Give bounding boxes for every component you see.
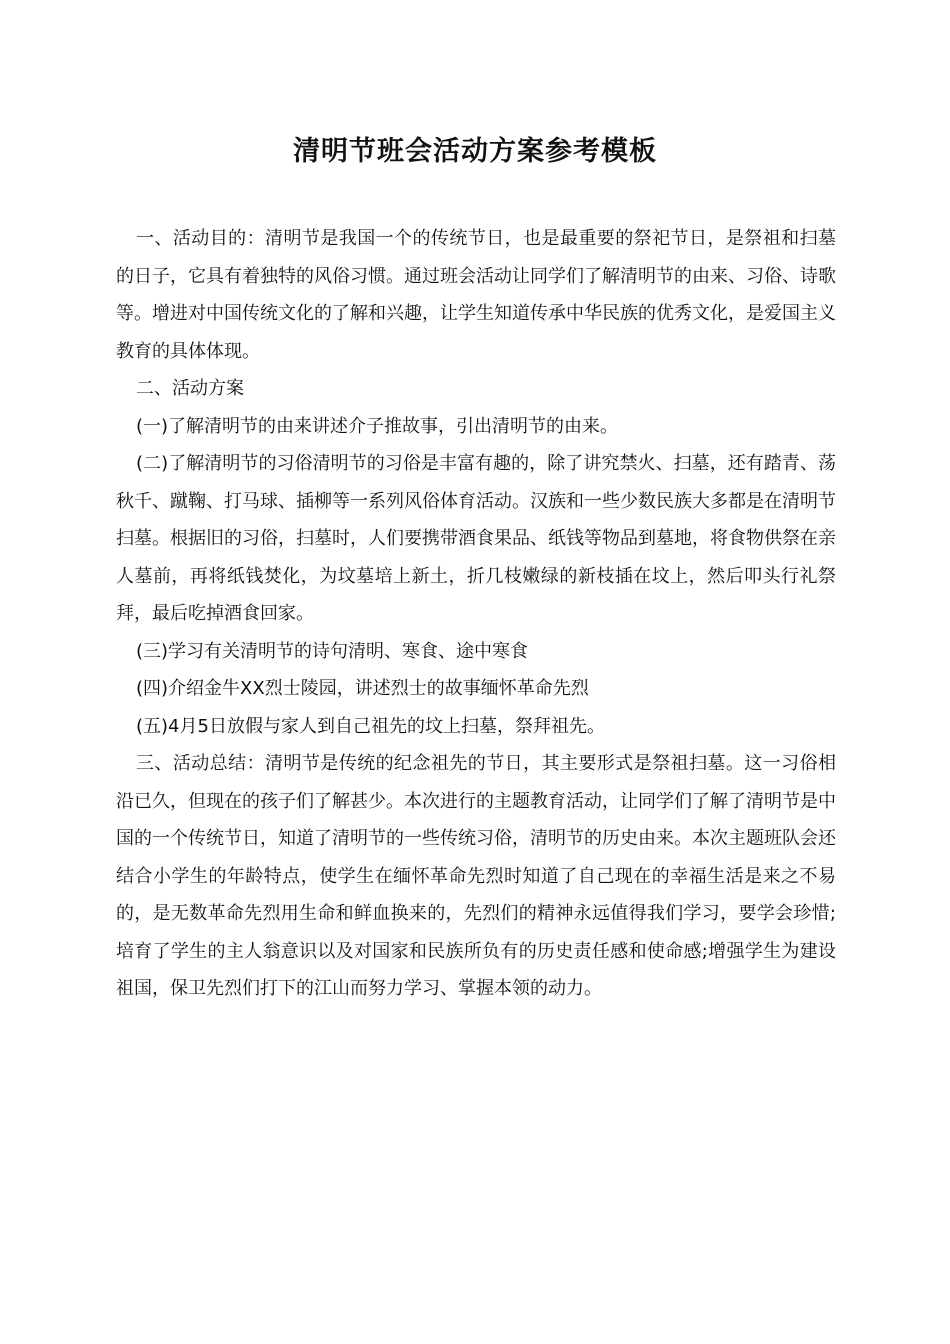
paragraph-plan-item-1: (一)了解清明节的由来讲述介子推故事，引出清明节的由来。 bbox=[136, 415, 619, 437]
paragraph-plan-item-4: (四)介绍金牛XX烈士陵园，讲述烈士的故事缅怀革命先烈 bbox=[136, 678, 589, 699]
paragraph-activity-summary: 三、活动总结：清明节是传统的纪念祖先的节日，其主要形式是祭祖扫墓。这一习俗相沿已久，但现在的孩子们了解甚少。本次进行的主题教育活动，让同学们了解了清明节是中国的一个传统节日，知道了清明节的一些传统习俗，清明节的历史由来。本次主题班队会还结合小学生的年龄特点，使学生在缅怀革命先烈时知道了自己现在的幸福生活是来之不易的，是无数革命先烈用生命和鲜血换来的，先烈们的精神永远值得我们学习，要学会珍惜;培育了学生的主人翁意识以及对国家和民族所负有的历史责任感和使命感;增强学生为建设祖国，保卫先烈们打下的江山而努力学习、掌握本领的动力。 bbox=[116, 753, 836, 999]
paragraph-activity-purpose: 一、活动目的：清明节是我国一个的传统节日，也是最重要的祭祀节日，是祭祖和扫墓的日子，它具有着独特的风俗习惯。通过班会活动让同学们了解清明节的由来、习俗、诗歌等。增进对中国传统文化的了解和兴趣，让学生知道传承中华民族的优秀文化，是爱国主义教育的具体体现。 bbox=[116, 228, 836, 362]
paragraph-activity-plan-heading: 二、活动方案 bbox=[136, 378, 244, 399]
paragraph-plan-item-2: (二)了解清明节的习俗清明节的习俗是丰富有趣的，除了讲究禁火、扫墓，还有踏青、荡秋千、蹴鞠、打马球、插柳等一系列风俗体育活动。汉族和一些少数民族大多都是在清明节扫墓。根据旧的习俗，扫墓时，人们要携带酒食果品、纸钱等物品到墓地，将食物供祭在亲人墓前，再将纸钱焚化，为坟墓培上新土，折几枝嫩绿的新枝插在坟上，然后叩头行礼祭拜，最后吃掉酒食回家。 bbox=[116, 453, 836, 624]
paragraph-plan-item-5: (五)4月5日放假与家人到自己祖先的坟上扫墓，祭拜祖先。 bbox=[136, 715, 605, 737]
document-title: 清明节班会活动方案参考模板 bbox=[293, 136, 657, 167]
paragraph-plan-item-3: (三)学习有关清明节的诗句清明、寒食、途中寒食 bbox=[136, 640, 529, 662]
document-body bbox=[116, 220, 836, 1008]
